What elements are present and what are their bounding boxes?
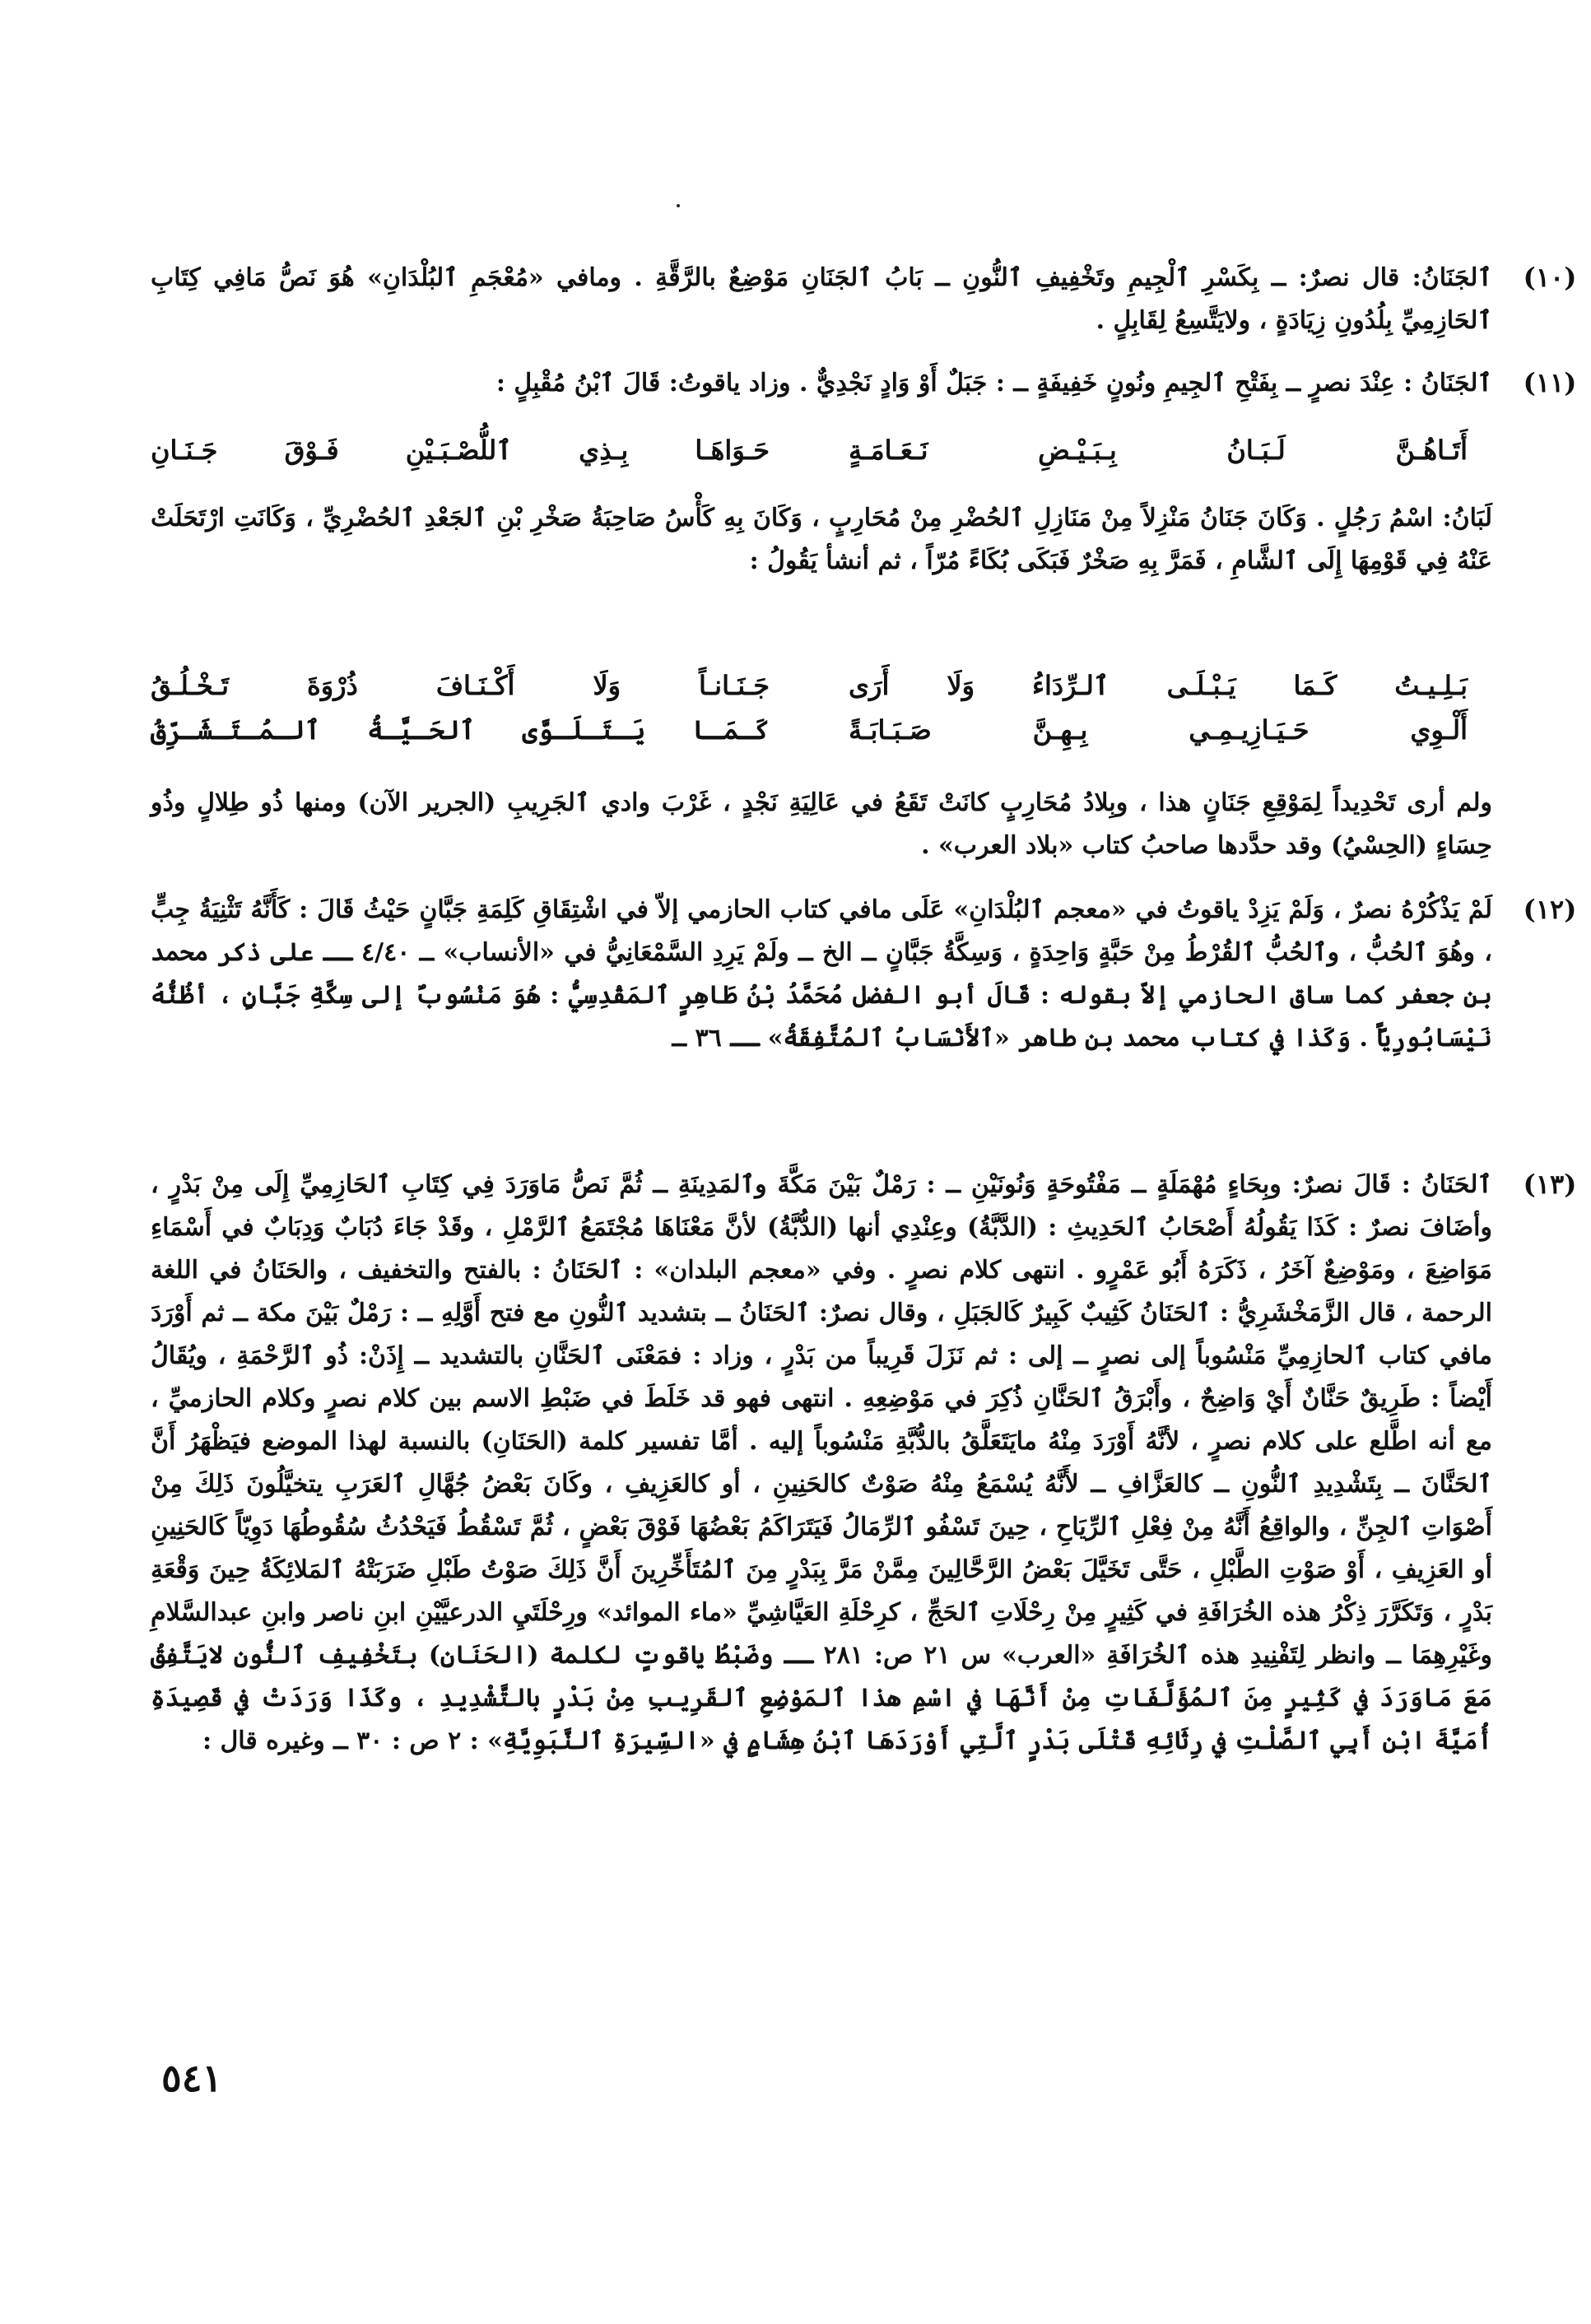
- entry-text: ٱلجَنَانُ : عِنْدَ نصرٍ ــ بِفَتْحِ ٱلجِيمِ ونُونٍ خَفِيفَةٍ ــ : جَبَلٌ أَوْ وَادٍ نَجْدِيٌّ . وزاد ياقوتُ: قَالَ ٱبْنُ مُقْبِلٍ :: [495, 369, 1492, 397]
- footnote-entry-10: [151, 257, 1577, 342]
- footnote-entry-12: [151, 889, 1577, 1060]
- entry-number: (١١): [1523, 367, 1577, 398]
- entry-text: لَمْ يَذْكُرْهُ نصرٌ ، وَلَمْ يَزِدْ ياقوتُ في «معجم ٱلبُلْدَانِ» عَلَى مافي كتاب الحازمي إلاّ في اشْتِقَاقِ كَلِمَةِ جَبَّانٍ حَيْثُ قَالَ : كَأَنَّهُ تَثْنِيَةُ جِبٍّ ، وهُوَ ٱلحُبُّ ، وٱلحُبُّ ٱلقُرْطُ مِنْ حَبَّةٍ وَاحِدَةٍ ، وَسِكَّةُ جَبَّانٍ ــ الخ ــ ولَمْ يَرِدِ السَّمْعَانِيُّ في «الأنساب» ــ ٤/٤٠ ــ على ذكر محمد بن جعفر كما ساق الحازمي إلاّ بقوله : قَالَ أبو الفضل مُحَمَّدُ بْنُ طَاهِرٍ ٱلمَقْدِسِيُّ : هُوَ مَنْسُوبٌ إلى سِكَّةِ جَبَّانٍ ، أظُنُّهُ نَيْسَابُورِيّاً . وَكَذا في كتاب محمد بن طاهر «ٱلأَنْسَابُ ٱلمُتَّفِقَةُ» ــ ٣٦ ــ: [151, 895, 1492, 1053]
- footnote-entry-13: [151, 1164, 1577, 1763]
- decorative-dot: [677, 204, 680, 207]
- footnote-entry-11-note: [151, 782, 1492, 867]
- entry-text: ولم أرى تَحْدِيداً لِمَوْقِعِ جَنَانٍ هذا ، وبِلادُ مُحَارِبٍ كانَتْ تَقَعُ في عَالِيَةِ نَجْدٍ ، غَرْبَ وادي ٱلجَرِيبِ (الجرير الآن) ومنها ذُو طِلالٍ وذُو حِسَاءٍ (الحِسْيُ) وقد حدَّدها صاحبُ كتاب «بلاد العرب» .: [151, 788, 1492, 860]
- verse-second-half: حَـوَاهَـا بِـذِي ٱللُّصْـبَـيْنِ فَـوْقَ جَـنَـانِ: [151, 435, 770, 466]
- verse-second-half: جَـنَـانـاً وَلَا أَكْـنَـافَ ذُرْوَةَ تَـخْـلُـقُ: [151, 670, 770, 701]
- page-number: ٥٤١: [161, 2056, 223, 2100]
- verse-first-half: بَـلِـيـتُ كَـمَا يَـبْـلَـى ٱلـرِّدَاءُ وَلَا أَرَى: [849, 670, 1468, 701]
- entry-text: ٱلحَنَانُ : قَالَ نصرٌ: وبِحَاءٍ مُهْمَلَةٍ ــ مَفْتُوحَةٍ وَنُونَيْنِ ــ : رَمْلٌ بَيْنَ مَكَّةَ وٱلمَدِينَةِ ــ ثُمَّ نَصُّ مَاوَرَدَ فِي كِتَابِ ٱلحَازِمِيِّ إِلَى مِنْ بَدْرٍ ، وأضَافَ نصرٌ : كَذَا يَقُولُهُ أَصْحَابُ ٱلحَدِيثِ : (الدَّبَّةُ) وعِنْدِي أنها (الدُّبَّةُ) لأنَّ مَعْنَاهَا مُجْتَمَعُ ٱلرَّمْلِ ، وقَدْ جَاءَ دُبَابٌ وَدِبَابٌ في أَسْمَاءِ مَوَاضِعَ ، ومَوْضِعٌ آخَرُ ، ذَكَرَهُ أَبُو عَمْرٍو . انتهى كلام نصرٍ . وفي «معجم البلدان» : ٱلحَنَانُ : بالفتح والتخفيف ، والحَنَانُ في اللغة الرحمة ، قال الزَّمَخْشَرِيُّ : ٱلحَنَانُ كَثِيبٌ كَبِيرٌ كَالجَبَلِ ، وقال نصرٌ: ٱلحَنَانُ ــ بتشديد ٱلنُّونِ مع فتح أَوَّلِهِ ــ : رَمْلٌ بَيْنَ مكة ــ ثم أَوْرَدَ مافي كتاب ٱلحازِمِيِّ مَنْسُوباً إلى نصرٍ ــ إلى : ثم نَزَلَ قَرِيباً من بَدْرٍ ، وزاد : فمَعْنَى ٱلحَنَّانِ بالتشديد ــ إِذَنْ: ذُو ٱلرَّحْمَةِ ، ويُقَالُ أَيْضاً : طَرِيقٌ حَنَّانٌ أَيْ وَاضِحٌ ، وأَبْرَقُ ٱلحَنَّانِ ذُكِرَ في مَوْضِعِهِ . انتهى فهو قد خَلَطَ في ضَبْطِ الاسم بين كلام نصرٍ وكلام الحازميِّ ، مع أنه اطَّلع على كلام نصرٍ ، لأنَّهُ أَوْرَدَ مِنْهُ مايَتَعَلَّقُ بالدُّبَّةِ مَنْسُوباً إليه . أمَّا تفسير كلمة (الحَنَانِ) بالنسبة لهذا الموضع فيَظْهَرُ أَنَّ ٱلحَنَّانَ ــ بِتَشْدِيدِ ٱلنُّونِ ــ كالعَزَّافِ ــ لأَنَّهُ يُسْمَعُ مِنْهُ صَوْتٌ كالحَنِينِ ، أو كالعَزِيفِ ، وكَانَ بَعْضُ جُهَّالِ ٱلعَرَبِ يتخيَّلُونَ ذَلِكَ مِنْ أَصْوَاتِ ٱلجِنِّ ، والواقِعُ أَنَّهُ مِنْ فِعْلِ ٱلرِّيَاحِ ، حِينَ تَسْفُو ٱلرِّمَالُ فَيَتَرَاكَمُ بَعْضُهَا فَوْقَ بَعْضٍ ، ثُمَّ تَسْقُطُ فَيَحْدُثُ سُقُوطُهَا دَوِيّاً كَالحَنِينِ أو العَزِيفِ ، أَوْ صَوْتِ الطَّبْلِ ، حَتَّى تَخَيَّلَ بَعْضُ الرَّحَّالِينَ مِمَّنْ مَرَّ بِبَدْرٍ مِنَ ٱلمُتَأَخِّرِينَ أَنَّ ذَلِكَ صَوْتُ طَبْلِ ضَرَبَتْهُ ٱلمَلائِكَةُ حِينَ وَقْعَةِ بَدْرٍ ، وَتَكَرَّرَ ذِكْرُ هذه الخُرَافَةِ في كَثِيرٍ مِنْ رِحْلَاتِ ٱلحَجِّ ، كرِحْلَةِ العَيَّاشِيِّ «ماء الموائد» ورِحْلَتَيِ الدرعيَّيْنِ ابنِ ناصر وابنِ عبدالسَّلامِ وغَيْرِهِمَا ــ وانظر لِتَفْنِيدِ هذه ٱلخُرَافَةِ «العرب» س ٢١ ص: ٢٨١ ــ وضَبْطُ ياقوتٍ لكلمة (الحَنَانِ) بتَخْفِيفِ ٱلنُّونِ لايَتَّفِقُ مَعَ مَاوَرَدَ في كَثِيرٍ مِنَ ٱلمُؤَلَّفَاتِ مِنْ أَنَّهَا في اسْمِ هذا ٱلمَوْضِعِ ٱلقَرِيبِ مِنْ بَدْرٍ بالتَّشْدِيدِ ، وكَذَا وَرَدَتْ في قَصِيدَةِ أُمَيَّةَ ابْنِ أَبِي ٱلصَّلْتِ في رِثَائِهِ قَتْلَى بَدْرٍ ٱلَّتِي أَوْرَدَهَا ٱبْنُ هِشَامٍ في «السِّيرَةِ ٱلنَّبَوِيَّةِ» : ٢ ص : ٣٠ ــ وغيره قال :: [151, 1170, 1492, 1755]
- footnote-entry-11-commentary: [151, 497, 1492, 583]
- entry-number: (١٢): [1523, 894, 1577, 925]
- entry-text: لَبَانُ: اسْمُ رَجُلٍ . وَكَانَ جَنَانُ مَنْزِلاً مِنْ مَنَازِلِ ٱلحُضْرِ مِنْ مُحَارِبٍ ، وَكَانَ بِهِ كَأْسُ صَاحِبَةُ صَخْرِ بْنِ ٱلجَعْدِ ٱلحُضْرِيِّ ، وَكَانَتِ ارْتَحَلَتْ عَنْهُ فِي قَوْمِهَا إِلَى ٱلشَّامِ ، فَمَرَّ بِهِ صَخْرٌ فَبَكَى بُكَاءً مُرّاً ، ثم أنشأ يَقُولُ :: [151, 504, 1492, 575]
- entry-text: ٱلجَنَانُ: قال نصرٌ: ــ بِكَسْرِ ٱلْجِيمِ وتَخْفِيفِ ٱلنُّونِ ــ بَابُ ٱلجَنَانِ مَوْضِعٌ بالرَّقَّةِ . ومافي «مُعْجَمِ ٱلبُلْدَانِ» هُوَ نَصُّ مَافِي كِتَابِ ٱلحَازِمِيِّ بِلُدُونِ زِيَادَةٍ ، ولايَتَّسِعُ لِقَابِلٍ .: [151, 263, 1492, 335]
- verse-first-half: أَتَـاهُـنَّ لَـبَـانُ بِـبَـيْـضِ نَـعَـامَـةٍ: [849, 435, 1468, 466]
- entry-number: (١٣): [1523, 1169, 1577, 1200]
- poem-verse-1: [151, 428, 1468, 472]
- poem-verse-3: [151, 708, 1468, 752]
- verse-first-half: أَلْـوِي حَـيَـازِيـمِـي بِـهِـنَّ صَـبَـابَـةً: [849, 714, 1468, 746]
- footnote-entry-11: [151, 362, 1577, 405]
- poem-verse-2: [151, 663, 1468, 708]
- entry-number: (١٠): [1523, 262, 1577, 293]
- verse-second-half: كَـمَـا يَـتَـلَـوَّى ٱلحَـيَّـةُ ٱلـمُـتَـشَـرِّقُ: [151, 714, 770, 746]
